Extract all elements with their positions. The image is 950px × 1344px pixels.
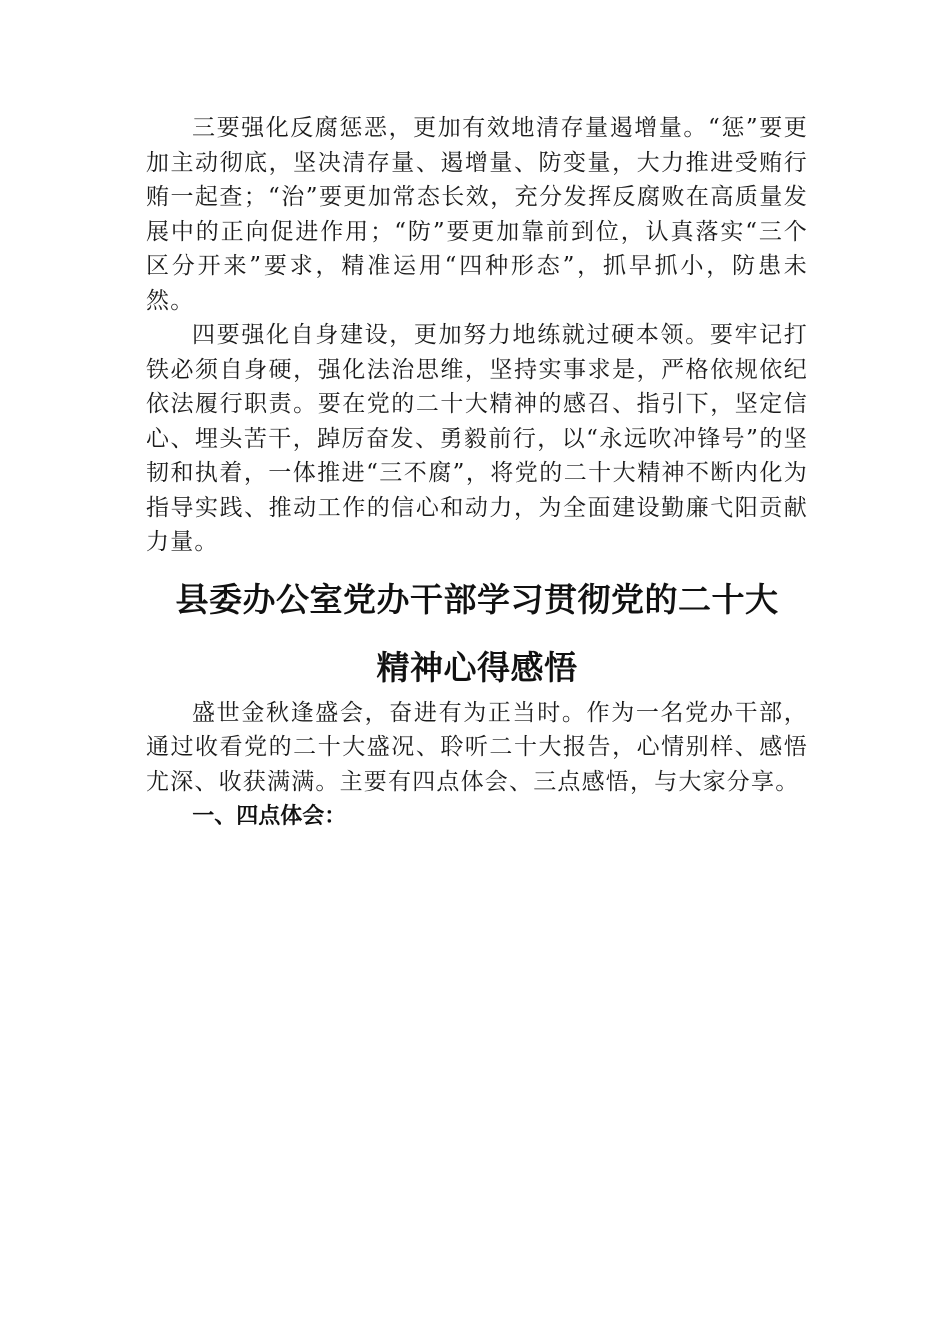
- article-title-line-1: 县委办公室党办干部学习贯彻党的二十大: [175, 579, 779, 619]
- section-heading: 一、四点体会：: [192, 804, 347, 829]
- paragraph-self-building: 四要强化自身建设，更加努力地练就过硬本领。要牢记打铁必须自身硬，强化法治思维，坚持实事求是，严格依规依纪依法履行职责。要在党的二十大精神的感召、指引下，坚定信心、埋头苦干，踔厉奋发、勇毅前行，以“永远吹冲锋号”的坚韧和执着，一体推进“三不腐”，将党的二十大精神不断内化为指导实践、推动工作的信心和动力，为全面建设勤廉弋阳贡献力量。: [146, 322, 808, 555]
- document-body: [146, 111, 808, 835]
- paragraph-anti-corruption: 三要强化反腐惩恶，更加有效地清存量遏增量。“惩”要更加主动彻底，坚决清存量、遏增量、防变量，大力推进受贿行贿一起查；“治”要更加常态长效，充分发挥反腐败在高质量发展中的正向促进作用；“防”要更加靠前到位，认真落实“三个区分开来”要求，精准运用“四种形态”，抓早抓小，防患未然。: [146, 115, 808, 314]
- article-title-line-2: 精神心得感悟: [376, 647, 578, 687]
- paragraph-introduction: 盛世金秋逢盛会，奋进有为正当时。作为一名党办干部，通过收看党的二十大盛况、聆听二十大报告，心情别样、感悟尤深、收获满满。主要有四点体会、三点感悟，与大家分享。: [146, 699, 808, 795]
